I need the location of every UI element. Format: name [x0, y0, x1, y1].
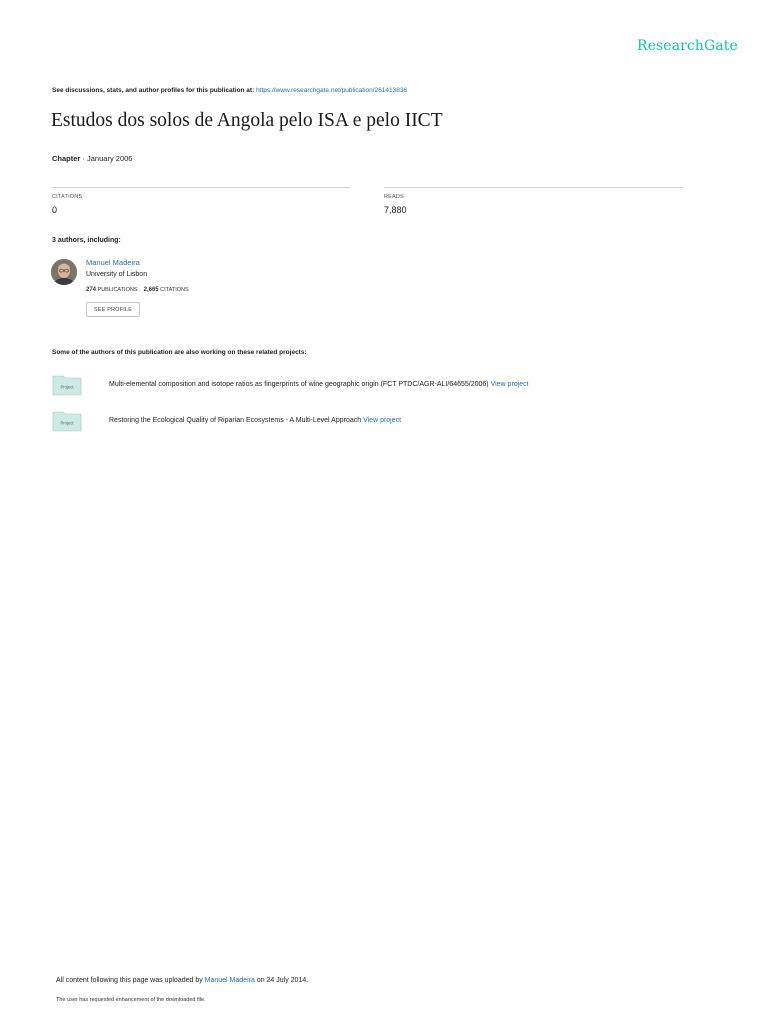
project-item[interactable] — [52, 374, 82, 401]
enhancement-note: The user has requested enhancement of the downloaded file. — [56, 997, 206, 1003]
project-description — [109, 381, 529, 388]
view-project-link[interactable]: View project — [363, 417, 402, 424]
project-item[interactable] — [52, 410, 82, 437]
project-description — [109, 417, 401, 424]
author-citations-count: 2,665 — [143, 287, 159, 293]
project-icon-label: Project — [60, 420, 74, 426]
publication-type: Chapter — [52, 154, 81, 163]
publication-title: Estudos dos solos de Angola pelo ISA e pelo IICT — [51, 110, 443, 131]
publication-meta — [52, 154, 132, 163]
upload-suffix: on 24 July 2014. — [254, 977, 309, 984]
discussion-line — [52, 87, 407, 94]
authors-heading: 3 authors, including: — [52, 237, 121, 244]
upload-prefix: All content following this page was uploaded by — [56, 977, 205, 984]
see-profile-button[interactable]: SEE PROFILE — [86, 302, 140, 317]
author-publications-label: PUBLICATIONS — [97, 287, 138, 293]
author-publications-count: 274 — [86, 287, 97, 293]
author-name-link[interactable]: Manuel Madeira — [86, 258, 140, 267]
meta-separator: · — [80, 154, 88, 163]
project-title: Multi-elemental composition and isotope ratios as fingerprints of wine geographic origin (FCT PTDC/AGR-ALI/64655/2006) — [109, 381, 491, 388]
reads-label: READS — [384, 194, 404, 200]
view-project-link[interactable]: View project — [490, 381, 529, 388]
author-stats — [86, 287, 189, 293]
author-avatar[interactable] — [51, 259, 77, 285]
project-folder-icon — [52, 410, 82, 432]
author-citations-label: CITATIONS — [160, 287, 189, 293]
project-title: Restoring the Ecological Quality of Riparian Ecosystems - A Multi-Level Approach — [109, 417, 364, 424]
upload-notice — [56, 977, 308, 984]
related-projects-heading: Some of the authors of this publication are also working on these related projects: — [52, 349, 307, 356]
publication-date: January 2006 — [87, 154, 133, 163]
author-photo-icon — [51, 259, 77, 285]
project-folder-icon — [52, 374, 82, 396]
publication-url-link[interactable]: https://www.researchgate.net/publication/261413836 — [256, 87, 408, 94]
citations-divider — [52, 187, 350, 188]
researchgate-logo[interactable]: ResearchGate — [637, 38, 738, 54]
reads-value: 7,880 — [384, 205, 407, 215]
citations-value: 0 — [52, 205, 58, 215]
uploader-name-link[interactable]: Manuel Madeira — [204, 977, 255, 984]
reads-divider — [384, 187, 683, 188]
project-icon-label: Project — [60, 384, 74, 390]
discussion-prefix: See discussions, stats, and author profiles for this publication at: — [52, 87, 257, 94]
citations-label: CITATIONS — [52, 194, 83, 200]
author-institution: University of Lisbon — [86, 271, 148, 278]
